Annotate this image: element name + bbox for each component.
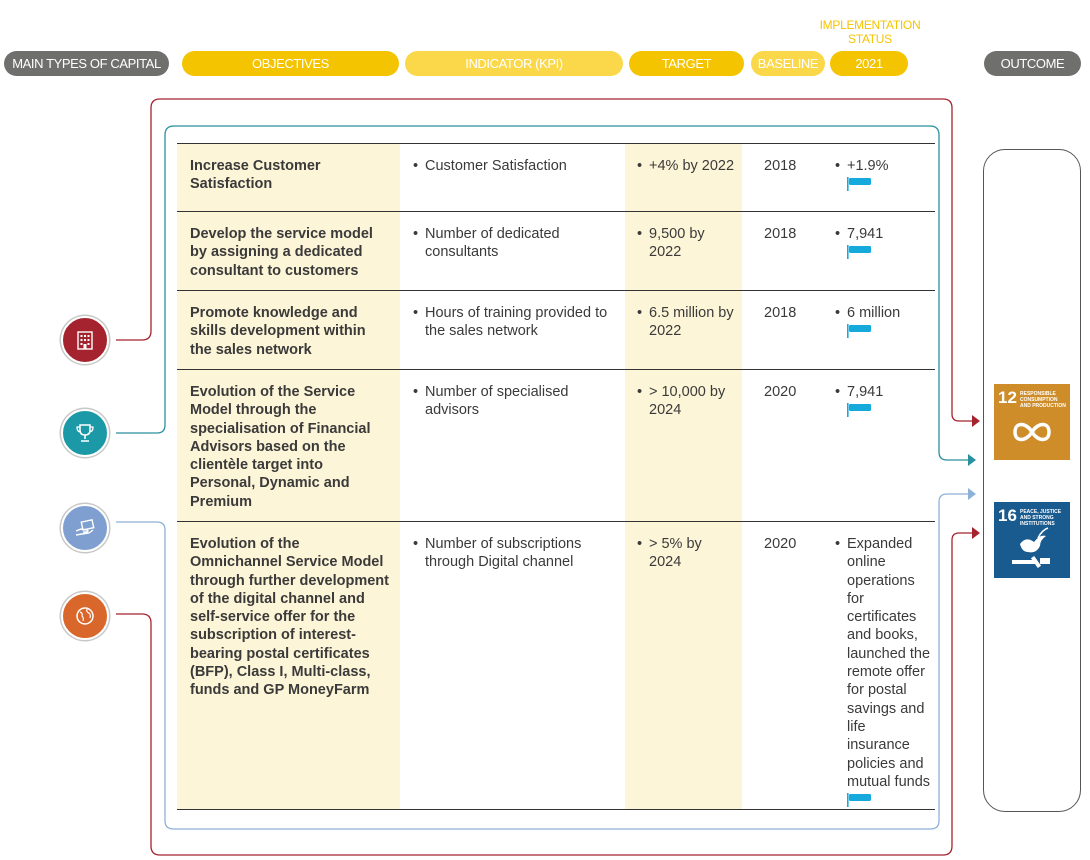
header-implementation-status: IMPLEMENTATION STATUS — [819, 18, 921, 46]
table-row — [177, 211, 935, 290]
row-target: • 9,500 by 2022 — [637, 225, 737, 262]
header-baseline: BASELINE — [751, 51, 825, 76]
flag-icon — [847, 245, 873, 259]
row-status: 6 million — [847, 305, 901, 321]
header-target: TARGET — [629, 51, 744, 76]
header-year: 2021 — [830, 51, 908, 76]
row-status-cell — [835, 304, 935, 338]
table-row — [177, 143, 935, 211]
row-baseline: 2020 — [764, 536, 797, 552]
header-kpi: INDICATOR (KPI) — [405, 51, 623, 76]
outcome-box — [983, 149, 1081, 812]
dove-gavel-icon — [994, 502, 1070, 578]
sdg-label: RESPONSIBLE CONSUMPTION AND PRODUCTION — [1020, 391, 1066, 409]
row-objective: Develop the service model by assigning a dedicated consultant to customers — [190, 226, 373, 279]
row-baseline: 2018 — [764, 158, 797, 174]
building-icon — [61, 316, 109, 364]
globe-icon — [61, 592, 109, 640]
table-row — [177, 369, 935, 521]
blue-arrow-sdg16 — [968, 488, 976, 500]
row-status: 7,941 — [847, 226, 884, 242]
row-status: 7,941 — [847, 384, 884, 400]
hand-card-icon — [61, 504, 109, 552]
sdg-16-tile — [994, 502, 1070, 578]
trophy-icon — [61, 409, 109, 457]
row-objective: Evolution of the Service Model through the specialisation of Financial Advisors based on the clientèle target into Personal, Dynamic and Premium — [190, 384, 371, 510]
row-baseline: 2018 — [764, 305, 797, 321]
sdg-label: PEACE, JUSTICE AND STRONG INSTITUTIONS — [1020, 509, 1062, 527]
header-capital: MAIN TYPES OF CAPITAL — [4, 51, 169, 76]
row-kpi: • Hours of training provided to the sales network — [413, 304, 613, 341]
row-target: • > 10,000 by 2024 — [637, 383, 737, 420]
row-target: • 6.5 million by 2022 — [637, 304, 737, 341]
red-arrow-sdg16 — [972, 527, 980, 539]
row-status-cell — [835, 157, 935, 191]
row-target: • +4% by 2022 — [637, 157, 737, 175]
sdg-12-tile — [994, 384, 1070, 460]
row-status: Expanded online operations for certificates and books, launched the remote offer for postal savings and life insurance policies and mutual funds — [847, 536, 931, 790]
flag-icon — [847, 177, 873, 191]
row-target: • > 5% by 2024 — [637, 535, 737, 572]
row-status-cell — [835, 383, 935, 417]
flag-icon — [847, 324, 873, 338]
header-outcome: OUTCOME — [984, 51, 1081, 76]
row-kpi: • Number of subscriptions through Digital channel — [413, 535, 613, 572]
row-objective: Promote knowledge and skills development within the sales network — [190, 305, 366, 358]
sdg-number: 12 — [998, 388, 1017, 407]
header-objectives: OBJECTIVES — [182, 51, 399, 76]
row-status-cell — [835, 225, 935, 259]
flag-icon — [847, 793, 873, 807]
row-objective: Evolution of the Omnichannel Service Model through further development of the digital channel and self-service offer for the subscription of interest-bearing postal certificates (BFP), Class I, Multi-class, funds and GP MoneyFarm — [190, 536, 389, 699]
sdg-number: 16 — [998, 506, 1017, 525]
row-status-cell — [835, 535, 931, 807]
table-row — [177, 521, 935, 810]
teal-arrow-sdg12 — [968, 454, 976, 466]
flag-icon — [847, 403, 873, 417]
table-row — [177, 290, 935, 369]
row-baseline: 2020 — [764, 384, 797, 400]
row-status: +1.9% — [847, 158, 889, 174]
infinity-icon — [994, 384, 1070, 460]
row-kpi: • Number of specialised advisors — [413, 383, 613, 420]
row-kpi: • Number of dedicated consultants — [413, 225, 613, 262]
row-objective: Increase Customer Satisfaction — [190, 158, 321, 193]
row-kpi: • Customer Satisfaction — [413, 157, 613, 175]
red-arrow-sdg12 — [972, 415, 980, 427]
row-baseline: 2018 — [764, 226, 797, 242]
